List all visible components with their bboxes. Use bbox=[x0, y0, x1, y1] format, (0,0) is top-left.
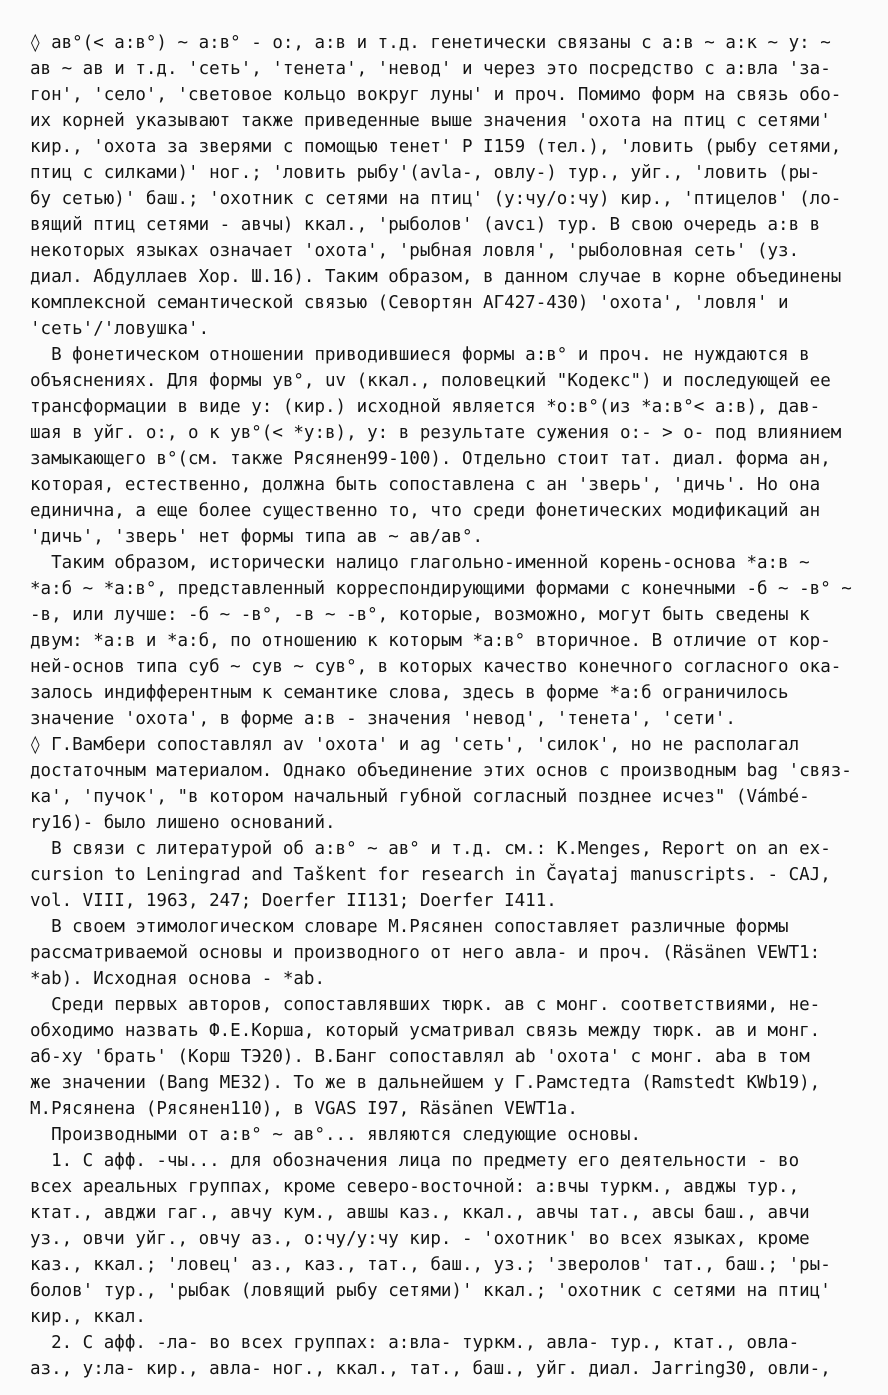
paragraph bbox=[30, 1122, 870, 1148]
paragraph bbox=[30, 1330, 870, 1382]
text-line: М.Рясянена (Рясянен110), в VGAS I97, Räsänen VEWT1a. bbox=[30, 1099, 578, 1119]
text-line: уз., овчи уйг., овчу аз., о:чу/у:чу кир. - 'охотник' во всех языках, кроме bbox=[30, 1229, 810, 1249]
text-line: же значении (Bang ME32). То же в дальнейшем у Г.Рамстедта (Ramstedt KWb19), bbox=[30, 1073, 821, 1093]
text-line: замыкающего в°(см. также Рясянен99-100). Отдельно стоит тат. диал. форма ан, bbox=[30, 449, 831, 469]
text-line: достаточным материалом. Однако объединение этих основ с производным bag 'связ- bbox=[30, 761, 852, 781]
text-line: ней-основ типа суб ~ сув ~ сув°, в которых качество конечного согласного ока- bbox=[30, 657, 842, 677]
text-line: птиц с силками)' ног.; 'ловить рыбу'(avla-, овлу-) тур., уйг., 'ловить (ры- bbox=[30, 163, 821, 183]
paragraph bbox=[30, 1148, 870, 1330]
text-line: значение 'охота', в форме а:в - значения 'невод', 'тенета', 'сети'. bbox=[30, 709, 736, 729]
text-line: ка', 'пучок', "в котором начальный губной согласный позднее исчез" (Vámbé- bbox=[30, 787, 810, 807]
text-line: гон', 'село', 'световое кольцо вокруг луны' и проч. Помимо форм на связь обо- bbox=[30, 85, 842, 105]
paragraph bbox=[30, 550, 870, 732]
text-line: ry16)- было лишено оснований. bbox=[30, 813, 336, 833]
text-line: болов' тур., 'рыбак (ловящий рыбу сетями)' ккал.; 'охотник с сетями на птиц' bbox=[30, 1281, 831, 1301]
text-line: некоторых языках означает 'охота', 'рыбная ловля', 'рыболовная сеть' (уз. bbox=[30, 241, 800, 261]
text-line: каз., ккал.; 'ловец' аз., каз., тат., баш., уз.; 'зверолов' тат., баш.; 'ры- bbox=[30, 1255, 831, 1275]
text-line: ав ~ ав и т.д. 'сеть', 'тенета', 'невод' и через это посредство с а:вла 'за- bbox=[30, 59, 831, 79]
text-line: ктат., авджи гаг., авчу кум., авшы каз., ккал., авчы тат., авсы баш., авчи bbox=[30, 1203, 810, 1223]
text-line: вящий птиц сетями - авчы) ккал., 'рыболов' (avcı) тур. В свою очередь а:в в bbox=[30, 215, 821, 235]
text-line: шая в уйг. о:, о к ув°(< *у:в), у: в результате сужения о:- > о- под влиянием bbox=[30, 423, 842, 443]
text-line: объяснениях. Для формы ув°, uv (ккал., половецкий "Кодекс") и последующей ее bbox=[30, 371, 831, 391]
text-line: В своем этимологическом словаре М.Рясянен сопоставляет различные формы bbox=[30, 917, 789, 937]
text-line: cursion to Leningrad and Taškent for research in Čaγataj manuscripts. - CAJ, bbox=[30, 865, 831, 885]
paragraph bbox=[30, 836, 870, 914]
paragraph bbox=[30, 342, 870, 550]
text-line: всех ареальных группах, кроме северо-восточной: а:вчы туркм., авджы тур., bbox=[30, 1177, 800, 1197]
paragraph bbox=[30, 30, 870, 342]
text-line: обходимо назвать Ф.Е.Корша, который усматривал связь между тюрк. ав и монг. bbox=[30, 1021, 821, 1041]
text-line: В фонетическом отношении приводившиеся формы а:в° и проч. не нуждаются в bbox=[30, 345, 810, 365]
paragraph bbox=[30, 732, 870, 836]
text-line: аз., у:ла- кир., авла- ног., ккал., тат., баш., уйг. диал. Jarring30, овли-, bbox=[30, 1359, 831, 1379]
text-line: *ab). Исходная основа - *ab. bbox=[30, 969, 326, 989]
text-line: В связи с литературой об а:в° ~ ав° и т.д. см.: K.Menges, Report on an ex- bbox=[30, 839, 831, 859]
text-line: рассматриваемой основы и производного от него авла- и проч. (Räsänen VEWT1: bbox=[30, 943, 821, 963]
text-line: двум: *а:в и *а:б, по отношению к которым *а:в° вторичное. В отличие от кор- bbox=[30, 631, 831, 651]
text-line: единична, а еще более существенно то, что среди фонетических модификаций ан bbox=[30, 501, 821, 521]
text-line: 'дичь', 'зверь' нет формы типа ав ~ ав/ав°. bbox=[30, 527, 484, 547]
text-line: ◊ ав°(< а:в°) ~ а:в° - о:, а:в и т.д. генетически связаны с а:в ~ а:к ~ у: ~ bbox=[30, 33, 831, 53]
text-line: Производными от а:в° ~ ав°... являются следующие основы. bbox=[30, 1125, 642, 1145]
text-line: бу сетью)' баш.; 'охотник с сетями на птиц' (у:чу/о:чу) кир., 'птицелов' (ло- bbox=[30, 189, 842, 209]
text-line: Таким образом, исторически налицо глагольно-именной корень-основа *а:в ~ bbox=[30, 553, 810, 573]
text-line: *а:б ~ *а:в°, представленный корреспондирующими формами с конечными -б ~ -в° ~ bbox=[30, 579, 852, 599]
text-line: которая, естественно, должна быть сопоставлена с ан 'зверь', 'дичь'. Но она bbox=[30, 475, 821, 495]
text-line: ◊ Г.Вамбери сопоставлял av 'охота' и ag 'сеть', 'силок', но не располагал bbox=[30, 735, 800, 755]
text-line: их корней указывают также приведенные выше значения 'охота на птиц с сетями' bbox=[30, 111, 831, 131]
text-line: 1. С афф. -чы... для обозначения лица по предмету его деятельности - во bbox=[30, 1151, 800, 1171]
paragraph bbox=[30, 992, 870, 1122]
text-line: 'сеть'/'ловушка'. bbox=[30, 319, 210, 339]
text-line: Среди первых авторов, сопоставлявших тюрк. ав с монг. соответствиями, не- bbox=[30, 995, 821, 1015]
paragraph bbox=[30, 914, 870, 992]
text-line: кир., ккал. bbox=[30, 1307, 146, 1327]
text-line: кир., 'охота за зверями с помощью тенет' Р I159 (тел.), 'ловить (рыбу сетями, bbox=[30, 137, 842, 157]
text-line: -в, или лучше: -б ~ -в°, -в ~ -в°, которые, возможно, могут быть сведены к bbox=[30, 605, 810, 625]
text-line: трансформации в виде у: (кир.) исходной является *о:в°(из *а:в°< а:в), дав- bbox=[30, 397, 821, 417]
text-line: аб-ху 'брать' (Корш ТЭ20). В.Банг сопоставлял ab 'охота' с монг. aba в том bbox=[30, 1047, 810, 1067]
text-line: 2. С афф. -ла- во всех группах: а:вла- туркм., авла- тур., ктат., овла- bbox=[30, 1333, 800, 1353]
text-line: диал. Абдуллаев Хор. Ш.16). Таким образом, в данном случае в корне объединены bbox=[30, 267, 842, 287]
text-line: vol. VIII, 1963, 247; Doerfer II131; Doerfer I411. bbox=[30, 891, 557, 911]
text-line: залось индифферентным к семантике слова, здесь в форме *а:б ограничилось bbox=[30, 683, 789, 703]
text-line: комплексной семантической связью (Севортян АГ427-430) 'охота', 'ловля' и bbox=[30, 293, 789, 313]
